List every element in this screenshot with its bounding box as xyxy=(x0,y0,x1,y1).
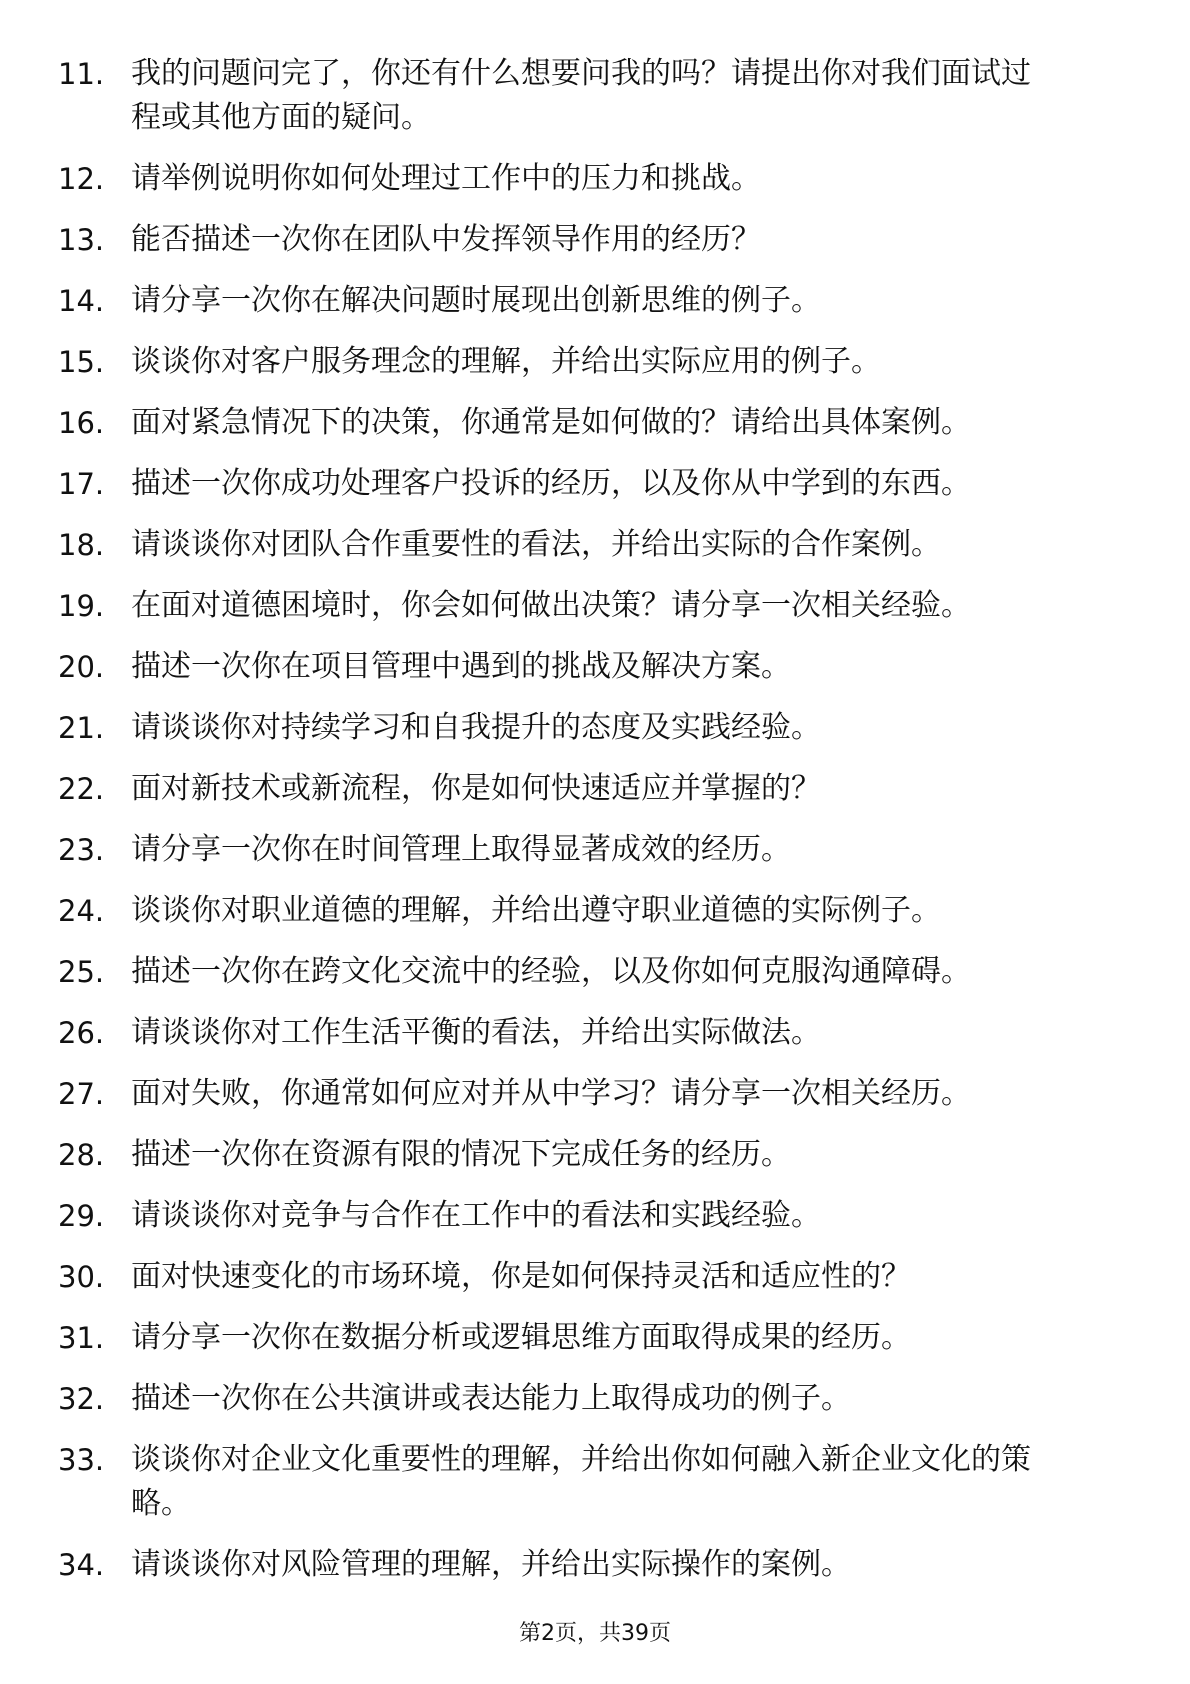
question-number: 28. xyxy=(58,1138,105,1172)
list-item xyxy=(0,1011,1190,1055)
question-text: 请分享一次你在解决问题时展现出创新思维的例子。 xyxy=(131,283,821,318)
list-item xyxy=(0,828,1190,872)
list-item xyxy=(0,584,1190,628)
question-text: 描述一次你成功处理客户投诉的经历，以及你从中学到的东西。 xyxy=(131,466,971,501)
question-text: 在面对道德困境时，你会如何做出决策？请分享一次相关经验。 xyxy=(131,588,971,623)
question-text: 我的问题问完了，你还有什么想要问我的吗？请提出你对我们面试过程或其他方面的疑问。 xyxy=(131,56,1031,135)
question-number: 18. xyxy=(58,528,105,562)
list-item xyxy=(0,950,1190,994)
question-text: 面对快速变化的市场环境，你是如何保持灵活和适应性的？ xyxy=(131,1259,911,1294)
question-text: 能否描述一次你在团队中发挥领导作用的经历？ xyxy=(131,222,761,257)
question-number: 20. xyxy=(58,650,105,684)
question-text: 描述一次你在公共演讲或表达能力上取得成功的例子。 xyxy=(131,1381,851,1416)
question-text: 请谈谈你对竞争与合作在工作中的看法和实践经验。 xyxy=(131,1198,821,1233)
question-text: 请分享一次你在数据分析或逻辑思维方面取得成果的经历。 xyxy=(131,1320,911,1355)
question-number: 19. xyxy=(58,589,105,623)
question-text: 请分享一次你在时间管理上取得显著成效的经历。 xyxy=(131,832,791,867)
question-number: 24. xyxy=(58,894,105,928)
list-item xyxy=(0,401,1190,445)
question-number: 27. xyxy=(58,1077,105,1111)
question-number: 30. xyxy=(58,1260,105,1294)
list-item xyxy=(0,1438,1190,1526)
question-number: 14. xyxy=(58,284,105,318)
list-item xyxy=(0,706,1190,750)
list-item xyxy=(0,340,1190,384)
question-text: 面对失败，你通常如何应对并从中学习？请分享一次相关经历。 xyxy=(131,1076,971,1111)
list-item xyxy=(0,1194,1190,1238)
question-text: 面对新技术或新流程，你是如何快速适应并掌握的？ xyxy=(131,771,821,806)
question-text: 谈谈你对职业道德的理解，并给出遵守职业道德的实际例子。 xyxy=(131,893,941,928)
question-number: 34. xyxy=(58,1548,105,1582)
list-item xyxy=(0,1543,1190,1587)
list-item xyxy=(0,279,1190,323)
list-item xyxy=(0,157,1190,201)
list-item xyxy=(0,1072,1190,1116)
list-item xyxy=(0,1316,1190,1360)
list-item xyxy=(0,1255,1190,1299)
list-item xyxy=(0,462,1190,506)
question-text: 请谈谈你对持续学习和自我提升的态度及实践经验。 xyxy=(131,710,821,745)
question-number: 21. xyxy=(58,711,105,745)
question-text: 面对紧急情况下的决策，你通常是如何做的？请给出具体案例。 xyxy=(131,405,971,440)
question-text: 请谈谈你对团队合作重要性的看法，并给出实际的合作案例。 xyxy=(131,527,941,562)
question-text: 请谈谈你对风险管理的理解，并给出实际操作的案例。 xyxy=(131,1547,851,1582)
question-number: 31. xyxy=(58,1321,105,1355)
question-number: 11. xyxy=(58,57,105,91)
page-number: 第2页，共39页 xyxy=(519,1621,671,1646)
list-item xyxy=(0,52,1190,140)
question-list xyxy=(0,52,1190,1604)
question-text: 谈谈你对企业文化重要性的理解，并给出你如何融入新企业文化的策略。 xyxy=(131,1442,1031,1521)
question-number: 13. xyxy=(58,223,105,257)
question-number: 15. xyxy=(58,345,105,379)
list-item xyxy=(0,767,1190,811)
list-item xyxy=(0,218,1190,262)
question-number: 26. xyxy=(58,1016,105,1050)
question-text: 谈谈你对客户服务理念的理解，并给出实际应用的例子。 xyxy=(131,344,881,379)
list-item xyxy=(0,889,1190,933)
list-item xyxy=(0,645,1190,689)
question-number: 33. xyxy=(58,1443,105,1477)
question-number: 22. xyxy=(58,772,105,806)
list-item xyxy=(0,1133,1190,1177)
list-item xyxy=(0,1377,1190,1421)
question-text: 描述一次你在跨文化交流中的经验，以及你如何克服沟通障碍。 xyxy=(131,954,971,989)
question-text: 描述一次你在资源有限的情况下完成任务的经历。 xyxy=(131,1137,791,1172)
question-text: 描述一次你在项目管理中遇到的挑战及解决方案。 xyxy=(131,649,791,684)
question-number: 23. xyxy=(58,833,105,867)
question-number: 12. xyxy=(58,162,105,196)
question-number: 17. xyxy=(58,467,105,501)
question-number: 29. xyxy=(58,1199,105,1233)
question-text: 请谈谈你对工作生活平衡的看法，并给出实际做法。 xyxy=(131,1015,821,1050)
question-text: 请举例说明你如何处理过工作中的压力和挑战。 xyxy=(131,161,761,196)
question-number: 16. xyxy=(58,406,105,440)
question-number: 25. xyxy=(58,955,105,989)
list-item xyxy=(0,523,1190,567)
question-number: 32. xyxy=(58,1382,105,1416)
